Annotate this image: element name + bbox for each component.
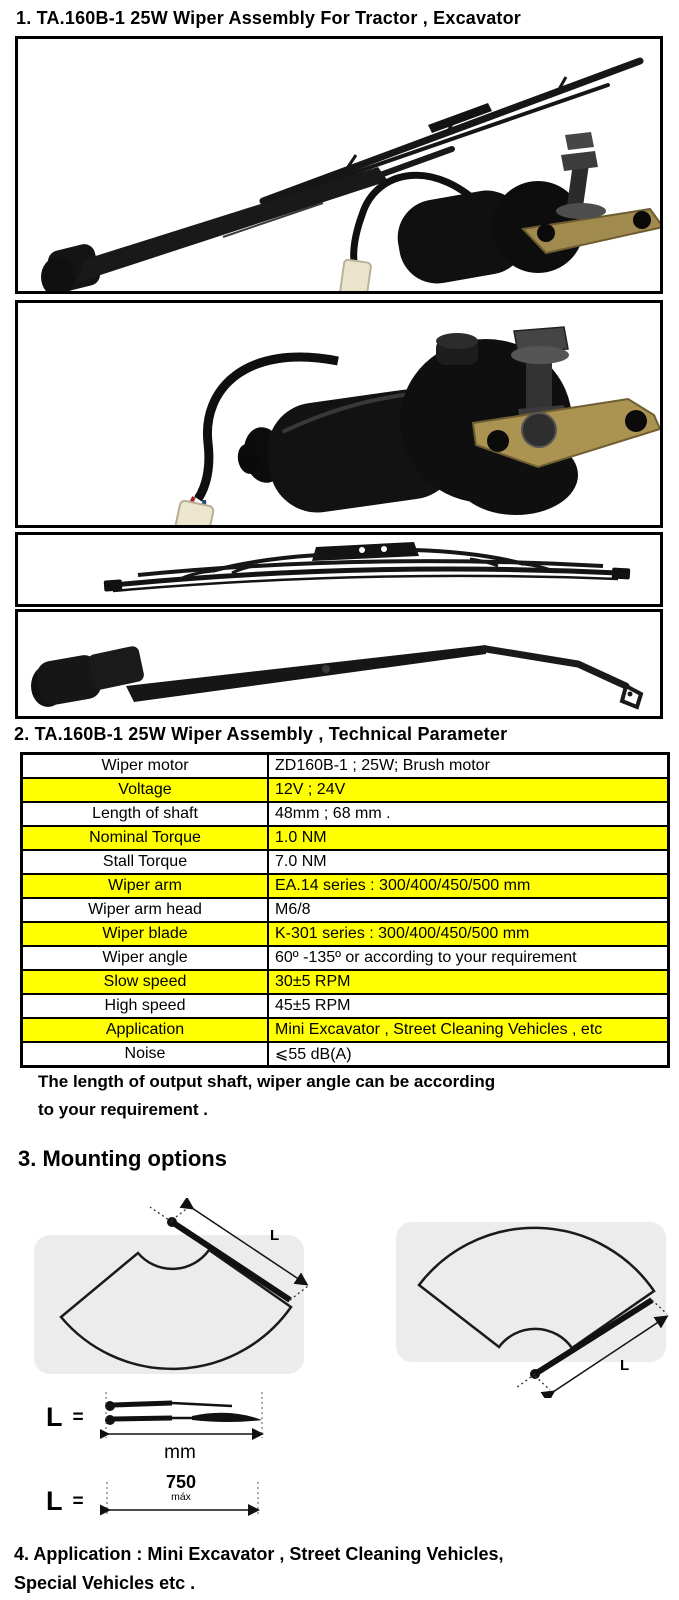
- table-row: [22, 1018, 669, 1042]
- wiper-arm-photo: [18, 612, 660, 716]
- param-value: K-301 series : 300/400/450/500 mm: [268, 922, 669, 946]
- param-value: ⩽55 dB(A): [268, 1042, 669, 1067]
- param-label: Slow speed: [22, 970, 269, 994]
- arm-drawing: [31, 645, 641, 707]
- table-row: [22, 802, 669, 826]
- mounting-diagram-top-pivot: [32, 1198, 316, 1378]
- arm-shaft-line: [113, 1403, 172, 1405]
- wiper-arm-drawing: [41, 149, 452, 291]
- param-value: 60º -135º or according to your requirement: [268, 946, 669, 970]
- table-row: [22, 898, 669, 922]
- max-value-label: 750: [165, 1472, 197, 1492]
- tech-table-body: [22, 754, 669, 1067]
- param-value: 48mm ; 68 mm .: [268, 802, 669, 826]
- param-label: Nominal Torque: [22, 826, 269, 850]
- wiper-motor-photo: [18, 303, 660, 525]
- param-label: Wiper blade: [22, 922, 269, 946]
- section2-title: 2. TA.160B-1 25W Wiper Assembly , Technical Parameter: [14, 724, 508, 744]
- param-value: M6/8: [268, 898, 669, 922]
- param-value: 1.0 NM: [268, 826, 669, 850]
- max-suffix-label: máx: [171, 1491, 191, 1503]
- wiper-blade-photo: [18, 535, 660, 604]
- wiper-assembly-kit-photo: [18, 39, 660, 291]
- photo-panel-blade: [15, 532, 663, 607]
- param-label: Stall Torque: [22, 850, 269, 874]
- photo-panel-motor: [15, 300, 663, 528]
- section1-title: 1. TA.160B-1 25W Wiper Assembly For Tractor , Excavator: [16, 8, 522, 28]
- arm-length-drawing: [100, 1390, 270, 1462]
- l-symbol: L: [46, 1486, 63, 1516]
- param-value: 30±5 RPM: [268, 970, 669, 994]
- section3-title: 3. Mounting options: [18, 1146, 227, 1171]
- section4-title: [14, 1540, 503, 1598]
- l-equals-max: [46, 1486, 84, 1517]
- mm-unit-label: mm: [164, 1442, 196, 1462]
- l-equals-mm: [46, 1402, 84, 1433]
- param-label: High speed: [22, 994, 269, 1018]
- dimension-label: L: [270, 1227, 280, 1244]
- photo-panel-kit: [15, 36, 663, 294]
- param-value: ZD160B-1 ; 25W; Brush motor: [268, 754, 669, 779]
- table-row: [22, 754, 669, 779]
- table-row: [22, 826, 669, 850]
- param-label: Voltage: [22, 778, 269, 802]
- l-symbol: L: [46, 1402, 63, 1432]
- dimension-label: L: [620, 1357, 630, 1374]
- arm-shaft-line: [113, 1418, 172, 1419]
- param-value: 7.0 NM: [268, 850, 669, 874]
- note-line-1: The length of output shaft, wiper angle can be according: [38, 1072, 496, 1091]
- table-row: [22, 850, 669, 874]
- table-row: [22, 778, 669, 802]
- param-value: EA.14 series : 300/400/450/500 mm: [268, 874, 669, 898]
- param-label: Wiper arm head: [22, 898, 269, 922]
- table-note: [38, 1068, 495, 1124]
- param-label: Noise: [22, 1042, 269, 1067]
- equals-symbol: =: [72, 1407, 84, 1428]
- mounting-diagram-bottom-pivot: [388, 1222, 672, 1398]
- section4-line-2: Special Vehicles etc .: [14, 1573, 196, 1593]
- param-value: 12V ; 24V: [268, 778, 669, 802]
- section4-line-1: 4. Application : Mini Excavator , Street Cleaning Vehicles,: [14, 1544, 504, 1564]
- param-label: Wiper motor: [22, 754, 269, 779]
- param-label: Wiper arm: [22, 874, 269, 898]
- table-row: [22, 994, 669, 1018]
- param-label: Wiper angle: [22, 946, 269, 970]
- param-value: Mini Excavator , Street Cleaning Vehicles , etc: [268, 1018, 669, 1042]
- tech-parameter-table: [20, 752, 670, 1068]
- equals-symbol: =: [72, 1491, 84, 1512]
- blade-drawing: [104, 542, 631, 592]
- blade-silhouette: [192, 1413, 262, 1422]
- max-length-drawing: [100, 1462, 270, 1518]
- table-row: [22, 874, 669, 898]
- param-label: Length of shaft: [22, 802, 269, 826]
- table-row: [22, 946, 669, 970]
- note-line-2: to your requirement .: [38, 1100, 209, 1119]
- arm-rod-line: [172, 1403, 232, 1406]
- table-row: [22, 1042, 669, 1067]
- windshield-panel: [396, 1222, 666, 1362]
- param-value: 45±5 RPM: [268, 994, 669, 1018]
- table-row: [22, 970, 669, 994]
- param-label: Application: [22, 1018, 269, 1042]
- photo-panel-arm: [15, 609, 663, 719]
- table-row: [22, 922, 669, 946]
